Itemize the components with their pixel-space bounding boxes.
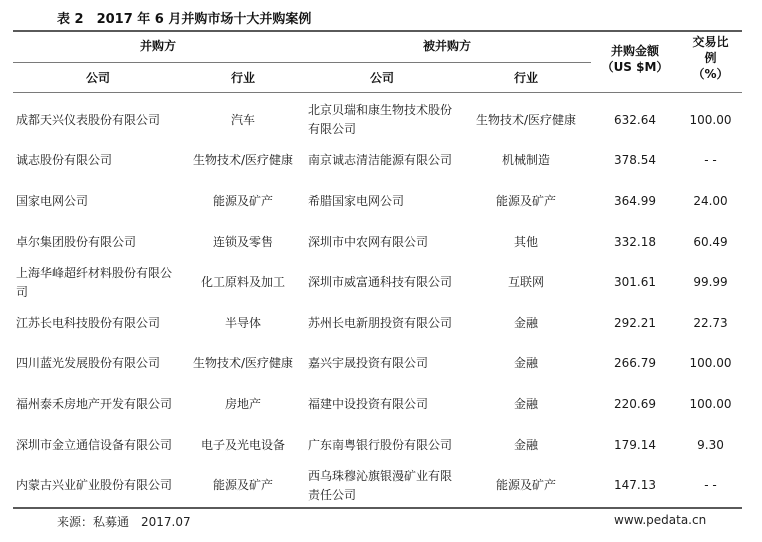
target-industry-cell [461,425,591,466]
bottom-rule [13,507,742,509]
acquirer-company-cell-text: 上海华峰超纤材料股份有限公司 [16,265,173,299]
target-industry-cell [461,303,591,344]
target-company-cell [308,100,454,141]
acquirer-company-cell [16,465,174,506]
acquirer-company-cell [16,222,174,263]
ratio-cell [679,344,742,385]
group-divider [13,62,591,63]
amount-header-line2: （US $M） [601,60,669,74]
target-industry-cell-text: 金融 [513,315,538,330]
amount-cell [591,344,679,385]
acquirer-company-header: 公司 [85,71,110,85]
amount-cell [591,425,679,466]
acquirer-company-cell-text: 国家电网公司 [16,193,89,208]
header-divider [13,92,742,93]
amount-cell [591,181,679,222]
amount-header [591,43,679,75]
acquirer-industry-cell [183,181,303,222]
target-company-cell [308,425,454,466]
acquirer-industry-cell [183,303,303,344]
target-industry-cell-text: 金融 [513,356,538,371]
ratio-cell-text: 100.00 [689,356,732,371]
target-industry-cell-text: 生物技术/医疗健康 [475,112,577,127]
acquirer-company-cell-text: 内蒙古兴业矿业股份有限公司 [16,478,173,493]
target-industry-cell-text: 能源及矿产 [495,193,556,208]
amount-cell-text: 301.61 [614,275,656,290]
amount-cell-text: 179.14 [614,437,656,452]
ratio-header-line3: （%） [692,67,729,81]
ratio-cell [679,384,742,425]
ratio-cell-text: 100.00 [689,112,732,127]
target-industry-cell-text: 其他 [513,234,538,249]
ratio-cell-text: 60.49 [693,234,728,249]
target-industry-cell-text: 互联网 [507,275,544,290]
acquirer-industry-cell-text: 化工原料及加工 [200,275,285,290]
amount-cell [591,141,679,182]
acquirer-industry-cell [183,344,303,385]
target-company-cell-text: 南京诚志清洁能源有限公司 [308,153,453,168]
ratio-cell [679,425,742,466]
acquirer-company-cell [16,303,174,344]
ratio-cell-text: 24.00 [693,193,728,208]
amount-cell-text: 332.18 [614,234,656,249]
target-company-cell [308,465,454,506]
ratio-cell [679,303,742,344]
acquirer-company-cell-text: 成都天兴仪表股份有限公司 [16,112,161,127]
target-company-cell [308,222,454,263]
amount-cell [591,262,679,303]
ratio-cell-text: - - [704,478,717,493]
ratio-header-line1: 交易比 [692,35,729,49]
acquirer-industry-cell [183,425,303,466]
amount-cell-text: 378.54 [614,153,656,168]
acquirer-industry-cell [183,262,303,303]
table-title: 表 2 2017 年 6 月并购市场十大并购案例 [57,12,312,27]
amount-cell-text: 220.69 [614,396,656,411]
target-industry-cell-text: 金融 [513,437,538,452]
acquirer-company-cell [16,262,174,303]
acquirer-industry-cell-text: 能源及矿产 [212,193,273,208]
amount-cell [591,465,679,506]
target-company-cell [308,141,454,182]
ratio-cell-text: 100.00 [689,396,732,411]
ratio-cell-text: 9.30 [697,437,724,452]
ratio-header-line2: 例 [704,51,717,65]
target-industry-cell [461,465,591,506]
ratio-cell-text: - - [704,153,717,168]
acquirer-company-cell-text: 深圳市金立通信设备有限公司 [16,437,173,452]
acquirer-company-cell [16,141,174,182]
acquirer-industry-cell-text: 能源及矿产 [212,478,273,493]
target-industry-cell [461,181,591,222]
target-company-cell-text: 希腊国家电网公司 [308,193,405,208]
target-company-cell-text: 深圳市威富通科技有限公司 [308,275,453,290]
target-industry-cell [461,141,591,182]
target-company-cell [308,303,454,344]
acquirer-industry-cell [183,141,303,182]
target-company-cell-text: 西乌珠穆沁旗银漫矿业有限责任公司 [308,468,453,502]
acquirer-company-cell-text: 江苏长电科技股份有限公司 [16,315,161,330]
acquirer-industry-cell [183,465,303,506]
target-company-header: 公司 [369,71,394,85]
target-company-cell-text: 广东南粤银行股份有限公司 [308,437,453,452]
acquirer-industry-cell [183,384,303,425]
target-industry-header: 行业 [513,71,538,85]
acquirer-company-cell-text: 卓尔集团股份有限公司 [16,234,137,249]
acquirer-company-cell-text: 福州泰禾房地产开发有限公司 [16,396,173,411]
ratio-cell-text: 22.73 [693,315,728,330]
acquirer-industry-cell-text: 汽车 [230,112,255,127]
acquirer-group-header: 并购方 [139,39,176,53]
target-company-cell [308,384,454,425]
amount-cell-text: 147.13 [614,478,656,493]
ratio-cell [679,465,742,506]
target-company-cell-text: 深圳市中农网有限公司 [308,234,429,249]
amount-cell-text: 266.79 [614,356,656,371]
target-industry-cell [461,344,591,385]
target-industry-cell-text: 机械制造 [501,153,550,168]
target-company-cell-text: 北京贝瑞和康生物技术股份有限公司 [308,103,453,137]
ratio-cell [679,100,742,141]
target-industry-cell [461,384,591,425]
acquirer-company-cell-text: 诚志股份有限公司 [16,153,113,168]
amount-cell [591,303,679,344]
acquirer-industry-cell-text: 半导体 [224,315,261,330]
target-company-cell-text: 福建中设投资有限公司 [308,396,429,411]
target-industry-cell [461,262,591,303]
target-group-header: 被并购方 [422,39,471,53]
source-note: 来源：私募通 2017.07 [57,515,191,529]
acquirer-industry-cell-text: 连锁及零售 [212,234,273,249]
ratio-cell [679,181,742,222]
target-company-cell [308,181,454,222]
ratio-header [679,34,742,82]
acquirer-industry-cell [183,100,303,141]
amount-header-line1: 并购金额 [610,44,659,58]
target-company-cell-text: 嘉兴宇晟投资有限公司 [308,356,429,371]
amount-cell [591,100,679,141]
acquirer-industry-header: 行业 [230,71,255,85]
acquirer-company-cell [16,181,174,222]
acquirer-company-cell [16,100,174,141]
amount-cell [591,384,679,425]
amount-cell-text: 292.21 [614,315,656,330]
amount-cell [591,222,679,263]
amount-cell-text: 364.99 [614,193,656,208]
acquirer-industry-cell-text: 电子及光电设备 [200,437,285,452]
acquirer-industry-cell-text: 房地产 [224,396,261,411]
acquirer-company-cell [16,384,174,425]
website-link[interactable]: www.pedata.cn [614,513,707,527]
amount-cell-text: 632.64 [614,112,656,127]
target-industry-cell [461,100,591,141]
target-industry-cell-text: 金融 [513,396,538,411]
target-company-cell [308,344,454,385]
acquirer-company-cell [16,344,174,385]
top-rule [13,30,742,32]
ratio-cell [679,262,742,303]
acquirer-industry-cell-text: 生物技术/医疗健康 [192,153,294,168]
acquirer-industry-cell [183,222,303,263]
ratio-cell [679,141,742,182]
target-industry-cell [461,222,591,263]
target-industry-cell-text: 能源及矿产 [495,478,556,493]
ratio-cell-text: 99.99 [693,275,728,290]
acquirer-company-cell-text: 四川蓝光发展股份有限公司 [16,356,161,371]
target-company-cell [308,262,454,303]
acquirer-company-cell [16,425,174,466]
ratio-cell [679,222,742,263]
target-company-cell-text: 苏州长电新朋投资有限公司 [308,315,453,330]
acquirer-industry-cell-text: 生物技术/医疗健康 [192,356,294,371]
